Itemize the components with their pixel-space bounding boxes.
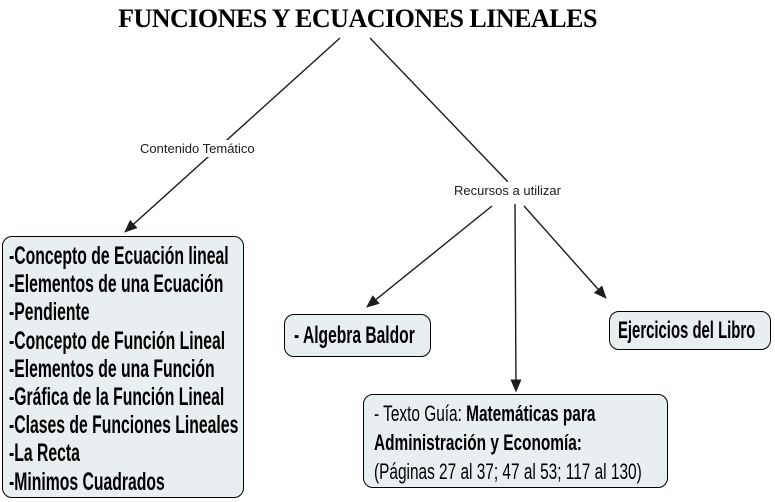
branch-label-recursos-a-utilizar: Recursos a utilizar bbox=[451, 182, 564, 199]
topic-item: -Concepto de Función Lineal bbox=[9, 326, 226, 355]
ejercicios-del-libro-node[interactable] bbox=[609, 311, 771, 350]
branch-label-contenido-tematico: Contenido Temático bbox=[137, 140, 258, 157]
algebra-baldor-node[interactable] bbox=[284, 314, 431, 357]
topic-item: -Elementos de una Función bbox=[9, 354, 215, 383]
texto-guia-book-title-part1: Matemáticas para bbox=[466, 401, 596, 426]
topic-item: -Clases de Funciones Lineales bbox=[9, 411, 239, 440]
algebra-baldor-label: - Algebra Baldor bbox=[294, 321, 415, 349]
texto-guia-pages: (Páginas 27 al 37; 47 al 53; 117 al 130) bbox=[374, 459, 642, 484]
topic-item: -Gráfica de la Función Lineal bbox=[9, 383, 225, 412]
topic-item: -Pendiente bbox=[9, 298, 90, 327]
texto-guia-book-title-part2: Administración y Economía: bbox=[374, 430, 582, 455]
edge-title-to-contenido bbox=[126, 38, 340, 231]
texto-guia-node[interactable] bbox=[363, 394, 668, 488]
page-title: FUNCIONES Y ECUACIONES LINEALES bbox=[118, 4, 597, 33]
ejercicios-label: Ejercicios del Libro bbox=[618, 316, 756, 344]
edge-recursos-to-texto bbox=[515, 204, 516, 390]
edge-title-to-recursos bbox=[370, 38, 508, 182]
texto-guia-line1 bbox=[374, 399, 668, 428]
content-topics-node[interactable] bbox=[2, 236, 244, 498]
topic-item: -Elementos de una Ecuación bbox=[9, 270, 224, 299]
topic-item: -Concepto de Ecuación lineal bbox=[9, 242, 229, 270]
topic-item: -La Recta bbox=[9, 439, 80, 468]
texto-guia-prefix: - Texto Guía: bbox=[374, 401, 467, 426]
edge-recursos-to-algebra bbox=[368, 206, 492, 306]
edge-recursos-to-ejercicios bbox=[524, 206, 605, 297]
topic-item: -Minimos Cuadrados bbox=[9, 467, 165, 496]
